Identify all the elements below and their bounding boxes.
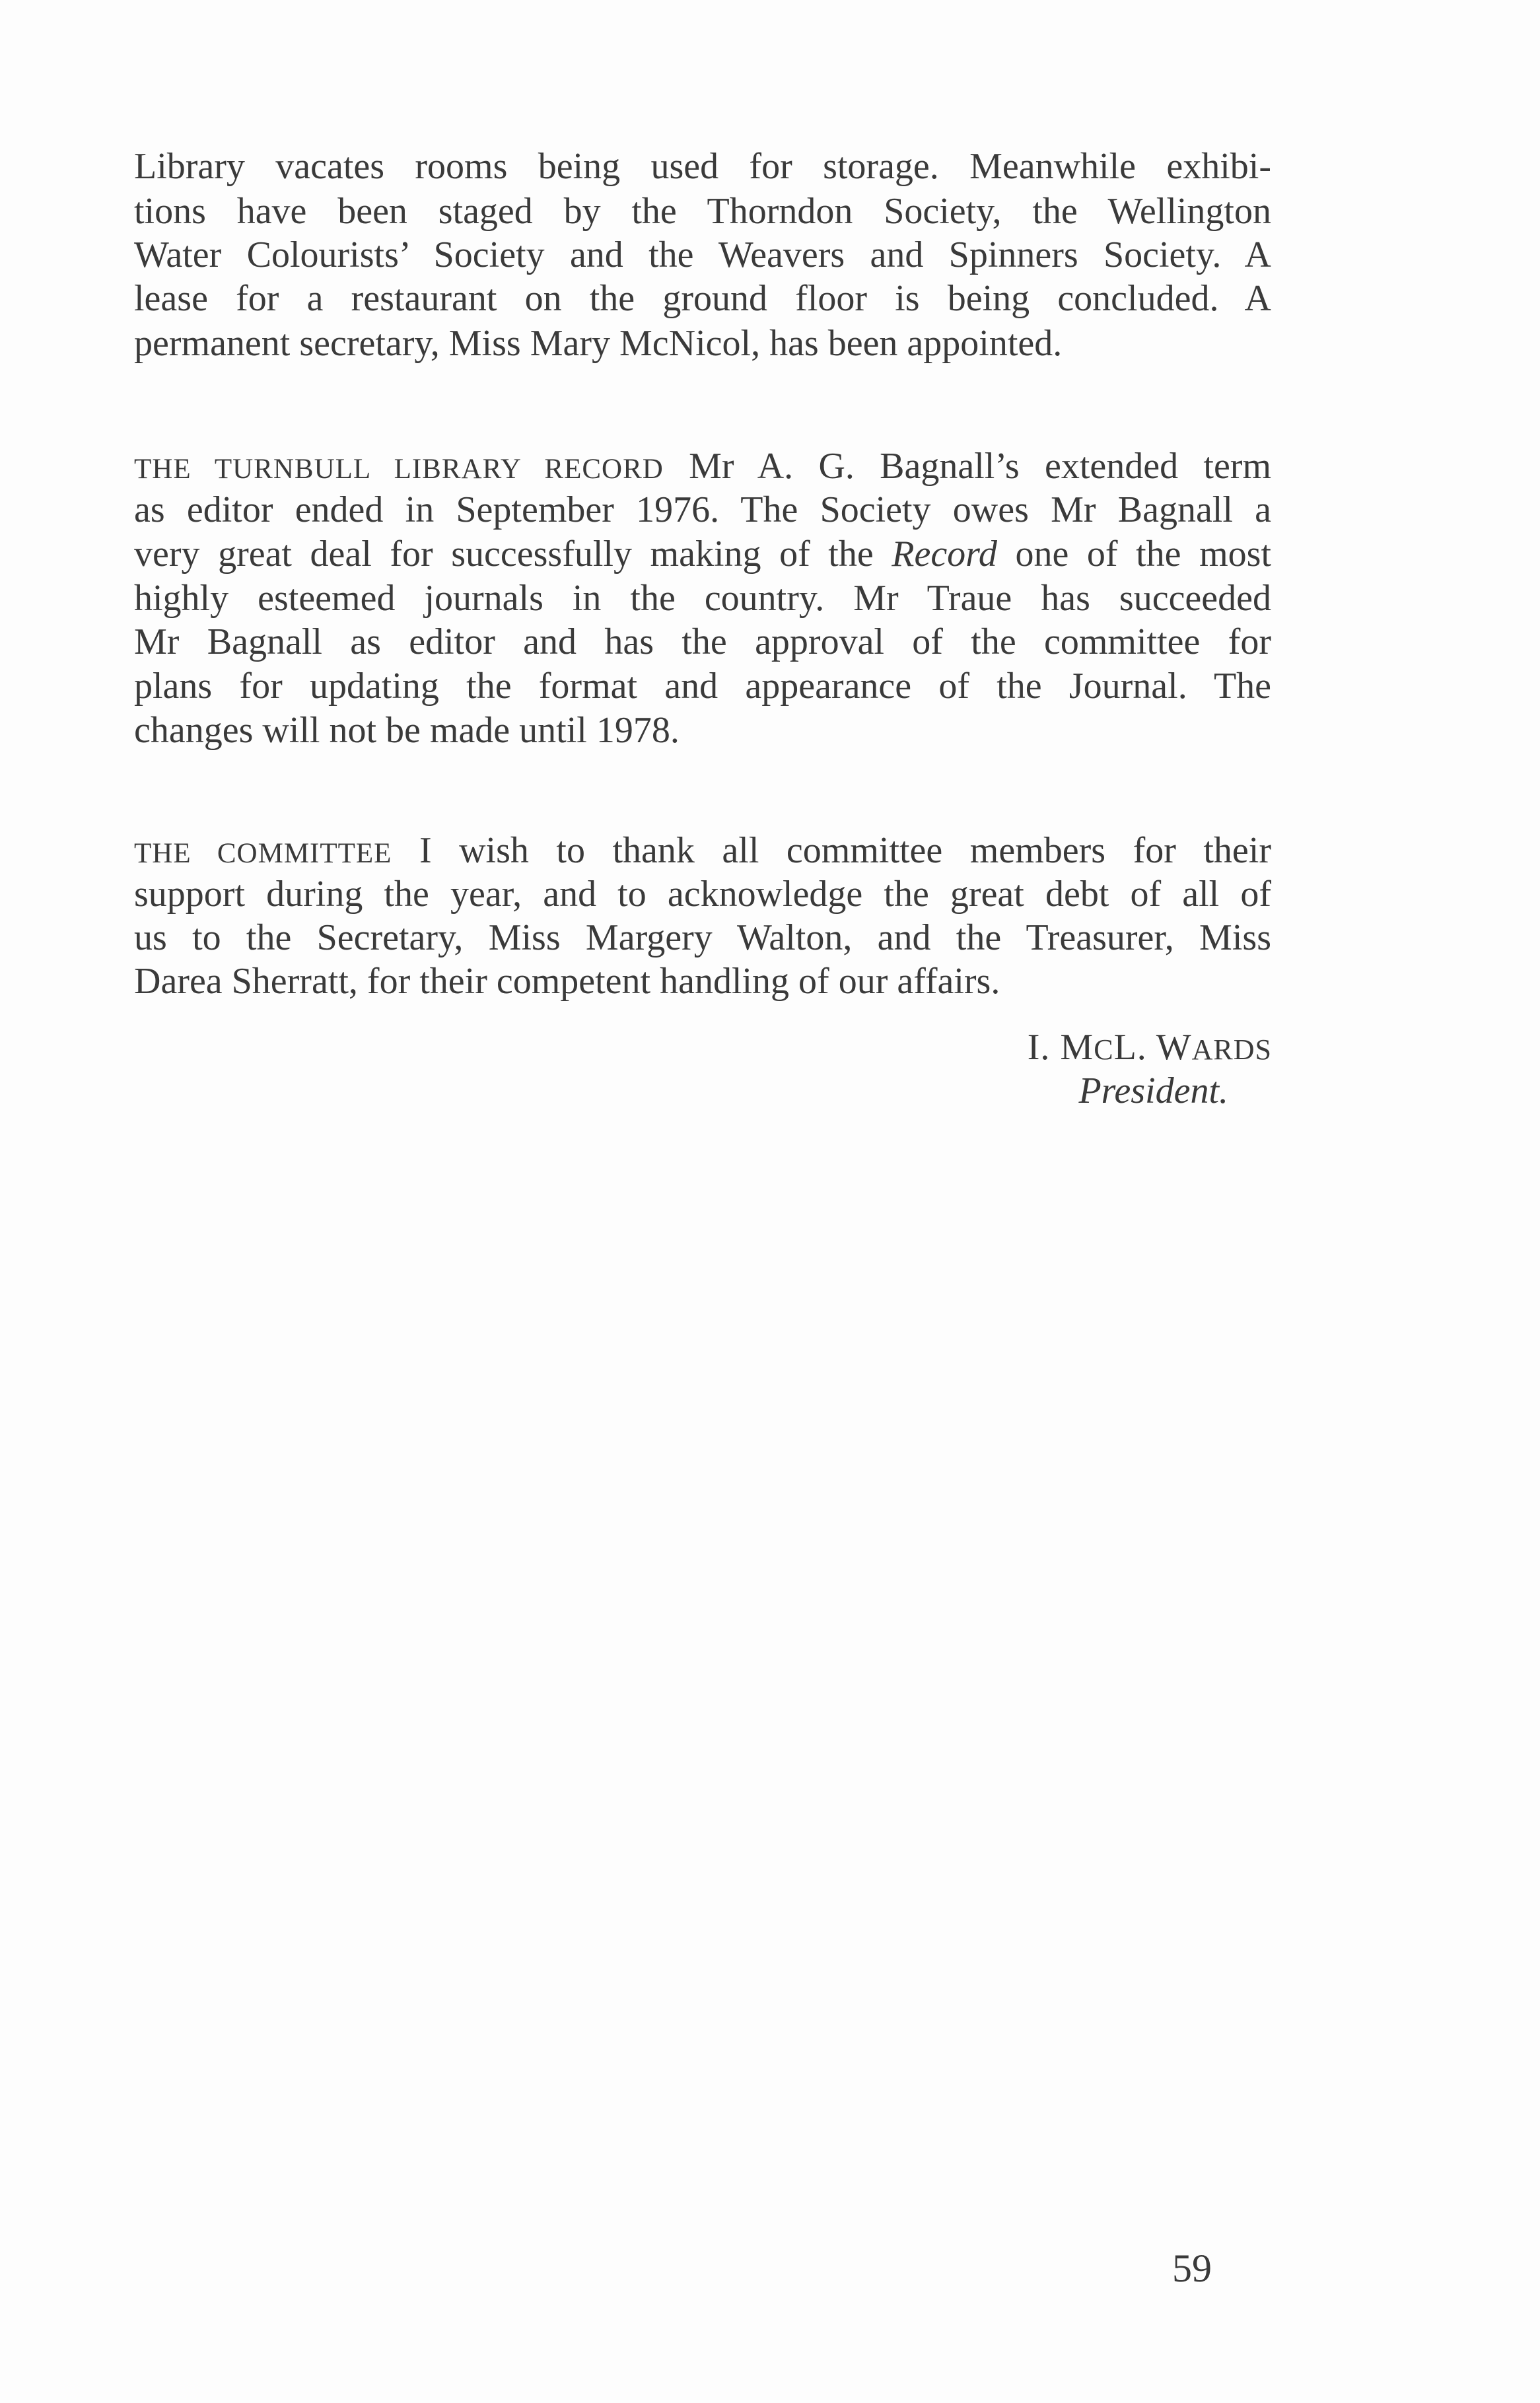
signature-text: I. M: [1027, 1027, 1094, 1068]
text-run: very great deal for successfully making of the: [134, 534, 892, 575]
section-heading: THE COMMITTEE: [134, 838, 392, 869]
signature-smallcaps: C: [1094, 1033, 1114, 1066]
text-line: [134, 444, 1271, 489]
text-line: as editor ended in September 1976. The Society owes Mr Bagnall a: [134, 489, 1271, 530]
italic-title: Record: [892, 534, 997, 575]
text-line: us to the Secretary, Miss Margery Walton, and the Treasurer, Miss: [134, 917, 1271, 958]
text-line: support during the year, and to acknowledge the great debt of all of: [134, 874, 1271, 915]
signature-name: [858, 1025, 1272, 1070]
signature-smallcaps: ARDS: [1191, 1033, 1272, 1066]
text-run: one of the most: [997, 534, 1271, 575]
text-line: changes will not be made until 1978.: [134, 710, 680, 751]
text-line: plans for updating the format and appearance of the Journal. The: [134, 666, 1271, 707]
text-line: highly esteemed journals in the country. Mr Traue has succeeded: [134, 578, 1271, 619]
text-line: [134, 828, 1271, 873]
text-line: Mr Bagnall as editor and has the approval of the committee for: [134, 621, 1271, 662]
text-line: Darea Sherratt, for their competent handling of our affairs.: [134, 961, 1000, 1002]
text-line: tions have been staged by the Thorndon Society, the Wellington: [134, 191, 1271, 232]
text-line: Water Colourists’ Society and the Weavers and Spinners Society. A: [134, 234, 1271, 275]
section-heading: THE TURNBULL LIBRARY RECORD: [134, 454, 664, 485]
signature-text: L. W: [1113, 1027, 1192, 1068]
text-line: lease for a restaurant on the ground floor is being concluded. A: [134, 278, 1271, 319]
text-run: Mr A. G. Bagnall’s extended term: [663, 446, 1272, 487]
text-line: Library vacates rooms being used for storage. Meanwhile exhibi-: [134, 146, 1271, 187]
text-run: I wish to thank all committee members for their: [392, 830, 1271, 871]
signature-title: President.: [1078, 1070, 1228, 1111]
text-line: [134, 532, 1271, 576]
text-line: permanent secretary, Miss Mary McNicol, has been appointed.: [134, 323, 1063, 364]
page-number: 59: [1172, 2246, 1212, 2290]
